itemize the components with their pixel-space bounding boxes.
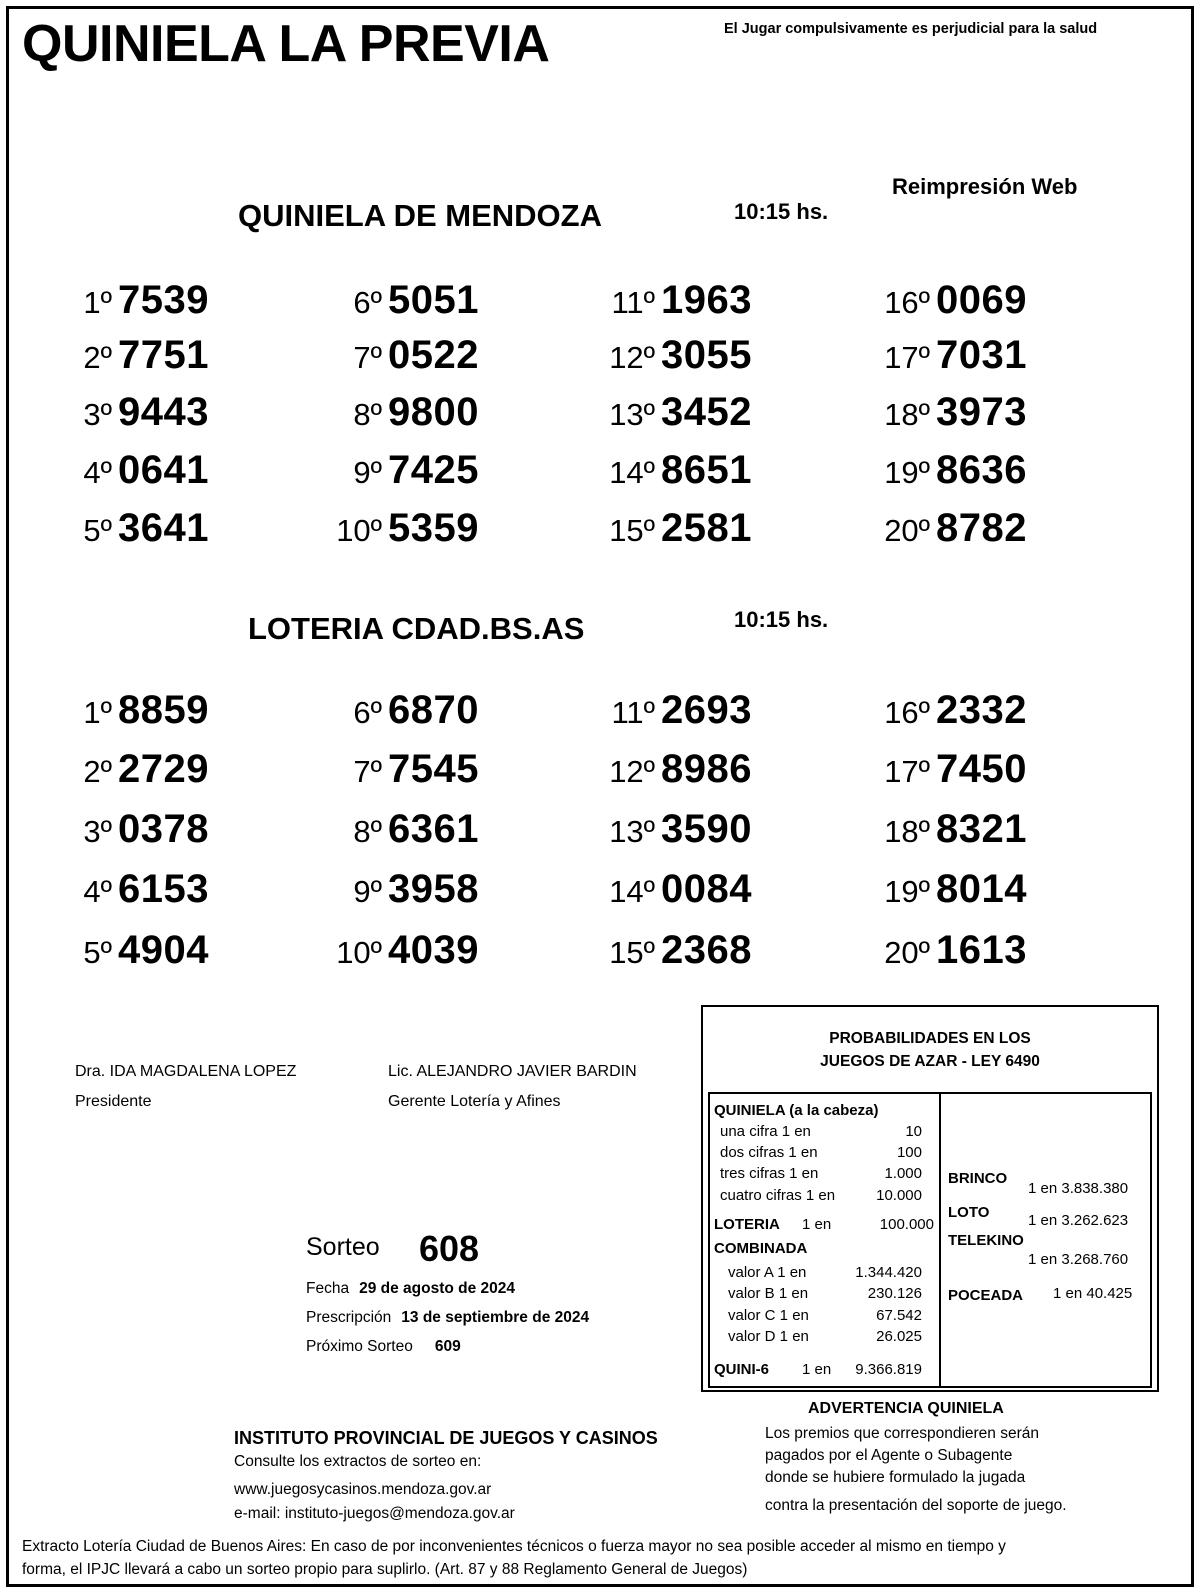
result-number: 0522 [388,333,479,377]
result-position: 4º [83,874,112,909]
result-cell [598,390,752,440]
result-position: 16º [884,695,930,730]
result-cell [325,747,479,797]
quini6-mid: 1 en [802,1361,832,1378]
combinada-row-label: valor B 1 en [728,1285,809,1302]
result-position: 8º [353,397,382,432]
result-cell [598,807,752,857]
result-position: 10º [336,935,382,970]
main-title: QUINIELA LA PREVIA [22,15,550,73]
result-number: 4904 [118,928,209,972]
signature-left-role: Presidente [75,1093,152,1110]
sorteo-label: Sorteo [306,1233,380,1261]
result-number: 3590 [661,807,752,851]
combinada-title: COMBINADA [714,1240,808,1257]
result-cell [873,333,1027,383]
section-title-loteria: LOTERIA CDAD.BS.AS [248,611,585,646]
result-position: 6º [353,695,382,730]
result-cell [325,928,479,978]
quiniela-row-label: dos cifras 1 en [720,1144,818,1161]
combinada-row-label: valor A 1 en [728,1264,807,1281]
result-number: 9443 [118,390,209,434]
result-cell [598,928,752,978]
result-number: 7031 [936,333,1027,377]
poceada-label: POCEADA [948,1287,1024,1304]
poceada-value: 1 en 40.425 [1053,1285,1133,1302]
institute-website-link[interactable]: www.juegosycasinos.mendoza.gov.ar [234,1481,492,1498]
result-cell [70,506,209,556]
telekino-value: 1 en 3.268.760 [1028,1251,1129,1268]
result-position: 11º [611,695,655,730]
result-cell [598,506,752,556]
prescripcion-label: Prescripción [306,1309,392,1326]
result-cell [598,278,752,328]
prescripcion-line [306,1309,589,1327]
result-cell [325,807,479,857]
quiniela-title: QUINIELA (a la cabeza) [714,1102,879,1119]
proximo-label: Próximo Sorteo [306,1338,413,1355]
result-position: 10º [336,513,382,548]
loteria-mid: 1 en [802,1216,832,1233]
loto-label: LOTO [948,1204,990,1221]
result-position: 13º [609,814,655,849]
result-position: 14º [609,874,655,909]
result-cell [70,867,209,917]
result-position: 14º [609,455,655,490]
institute-title: INSTITUTO PROVINCIAL DE JUEGOS Y CASINOS [234,1428,658,1448]
result-cell [873,390,1027,440]
result-position: 20º [884,513,930,548]
result-cell [70,688,209,738]
result-cell [325,390,479,440]
quiniela-row-label: una cifra 1 en [720,1123,811,1140]
result-cell [598,333,752,383]
result-number: 8636 [936,448,1027,492]
advertencia-line: pagados por el Agente o Subagente [765,1447,1013,1464]
result-position: 4º [83,455,112,490]
result-cell [598,448,752,498]
result-number: 7539 [118,278,209,322]
result-cell [70,390,209,440]
result-position: 11º [611,285,655,320]
result-cell [873,928,1027,978]
result-cell [873,278,1027,328]
quiniela-row-label: tres cifras 1 en [720,1165,819,1182]
result-number: 6870 [388,688,479,732]
sorteo-value: 608 [419,1228,480,1269]
result-cell [325,448,479,498]
result-cell [598,747,752,797]
probabilities-title-line1: PROBABILIDADES EN LOS [829,1030,1031,1047]
result-number: 2581 [661,506,752,550]
signature-right-name: Lic. ALEJANDRO JAVIER BARDIN [388,1063,637,1080]
result-cell [70,448,209,498]
result-position: 2º [83,754,112,789]
signature-left-name: Dra. IDA MAGDALENA LOPEZ [75,1063,297,1080]
result-number: 1613 [936,928,1027,972]
probabilities-box [701,1005,1159,1392]
result-number: 7751 [118,333,209,377]
signature-right-role: Gerente Lotería y Afines [388,1093,561,1110]
result-number: 8321 [936,807,1027,851]
result-number: 6153 [118,867,209,911]
result-number: 8651 [661,448,752,492]
result-position: 19º [884,874,930,909]
result-position: 17º [884,754,930,789]
telekino-label: TELEKINO [948,1232,1024,1249]
result-position: 7º [353,340,382,375]
result-position: 18º [884,814,930,849]
quiniela-row-value: 10 [905,1123,922,1140]
result-position: 20º [884,935,930,970]
result-cell [873,867,1027,917]
combinada-row-value: 26.025 [876,1328,922,1345]
result-position: 2º [83,340,112,375]
advertencia-title: ADVERTENCIA QUINIELA [808,1400,1004,1417]
result-number: 5051 [388,278,479,322]
result-number: 8782 [936,506,1027,550]
result-position: 9º [353,874,382,909]
result-cell [70,747,209,797]
result-number: 7450 [936,747,1027,791]
section-time-mendoza: 10:15 hs. [734,199,829,224]
result-cell [598,867,752,917]
loteria-label: LOTERIA [714,1216,780,1233]
result-number: 3452 [661,390,752,434]
result-number: 0378 [118,807,209,851]
prescripcion-value: 13 de septiembre de 2024 [401,1309,590,1326]
result-cell [598,688,752,738]
result-number: 0084 [661,867,752,911]
advertencia-line: donde se hubiere formulado la jugada [765,1469,1026,1486]
result-number: 2729 [118,747,209,791]
result-cell [325,333,479,383]
result-cell [873,747,1027,797]
result-number: 4039 [388,928,479,972]
result-position: 8º [353,814,382,849]
section-time-loteria: 10:15 hs. [734,607,829,632]
result-cell [70,278,209,328]
fecha-label: Fecha [306,1280,350,1297]
result-cell [70,807,209,857]
result-position: 15º [609,935,655,970]
result-cell [70,928,209,978]
result-cell [325,278,479,328]
result-position: 7º [353,754,382,789]
probabilities-divider [939,1094,941,1386]
result-number: 7545 [388,747,479,791]
result-number: 3055 [661,333,752,377]
health-warning: El Jugar compulsivamente es perjudicial para la salud [724,21,1098,37]
loto-value: 1 en 3.262.623 [1028,1212,1129,1229]
combinada-row-label: valor C 1 en [728,1307,809,1324]
result-number: 0641 [118,448,209,492]
quiniela-row-value: 100 [896,1144,922,1161]
result-number: 0069 [936,278,1027,322]
result-position: 1º [83,695,112,730]
result-position: 3º [83,814,112,849]
result-cell [325,867,479,917]
result-cell [325,506,479,556]
result-position: 6º [353,285,382,320]
result-position: 16º [884,285,930,320]
probabilities-table [708,1092,1152,1388]
advertencia-line: Los premios que correspondieren serán [765,1425,1039,1442]
result-position: 12º [609,754,655,789]
fecha-line [306,1280,515,1298]
result-number: 2693 [661,688,752,732]
footer-note-line1: Extracto Lotería Ciudad de Buenos Aires: En caso de por inconvenientes técnicos o fuerza mayor no sea posible acceder al mismo en tiempo y [22,1538,1006,1555]
result-position: 18º [884,397,930,432]
result-number: 6361 [388,807,479,851]
combinada-row-value: 67.542 [876,1307,922,1324]
proximo-value: 609 [434,1338,461,1355]
section-title-mendoza: QUINIELA DE MENDOZA [238,198,602,233]
combinada-row-value: 230.126 [867,1285,922,1302]
quiniela-row-value: 1.000 [884,1165,922,1182]
result-position: 19º [884,455,930,490]
brinco-label: BRINCO [948,1170,1008,1187]
result-number: 9800 [388,390,479,434]
institute-consult: Consulte los extractos de sorteo en: [234,1453,482,1470]
result-number: 8859 [118,688,209,732]
result-position: 9º [353,455,382,490]
result-position: 3º [83,397,112,432]
fecha-value: 29 de agosto de 2024 [359,1280,516,1297]
result-cell [873,807,1027,857]
probabilities-title [703,1027,1157,1073]
result-position: 5º [83,513,112,548]
result-number: 3958 [388,867,479,911]
combinada-row-label: valor D 1 en [728,1328,809,1345]
result-number: 3973 [936,390,1027,434]
result-number: 2332 [936,688,1027,732]
result-cell [873,448,1027,498]
result-position: 17º [884,340,930,375]
result-position: 1º [83,285,112,320]
result-cell [70,333,209,383]
quini6-value: 9.366.819 [855,1361,922,1378]
result-number: 1963 [661,278,752,322]
loteria-value: 100.000 [879,1216,934,1233]
result-number: 2368 [661,928,752,972]
brinco-value: 1 en 3.838.380 [1028,1180,1129,1197]
institute-email-link[interactable]: e-mail: instituto-juegos@mendoza.gov.ar [234,1505,515,1522]
advertencia-line: contra la presentación del soporte de juego. [765,1497,1067,1514]
result-number: 8986 [661,747,752,791]
result-number: 3641 [118,506,209,550]
quini6-label: QUINI-6 [714,1361,770,1378]
result-cell [873,506,1027,556]
result-cell [325,688,479,738]
footer-note-line2: forma, el IPJC llevará a cabo un sorteo propio para suplirlo. (Art. 87 y 88 Reglamento General de Juegos) [22,1561,748,1578]
result-position: 5º [83,935,112,970]
result-number: 7425 [388,448,479,492]
quiniela-row-value: 10.000 [876,1187,922,1204]
result-position: 13º [609,397,655,432]
result-cell [873,688,1027,738]
combinada-row-value: 1.344.420 [855,1264,922,1281]
probabilities-title-line2: JUEGOS DE AZAR - LEY 6490 [820,1053,1040,1070]
quiniela-row-label: cuatro cifras 1 en [720,1187,836,1204]
proximo-line [306,1338,461,1356]
result-number: 8014 [936,867,1027,911]
reprint-label: Reimpresión Web [892,174,1078,199]
result-position: 15º [609,513,655,548]
result-number: 5359 [388,506,479,550]
result-position: 12º [609,340,655,375]
